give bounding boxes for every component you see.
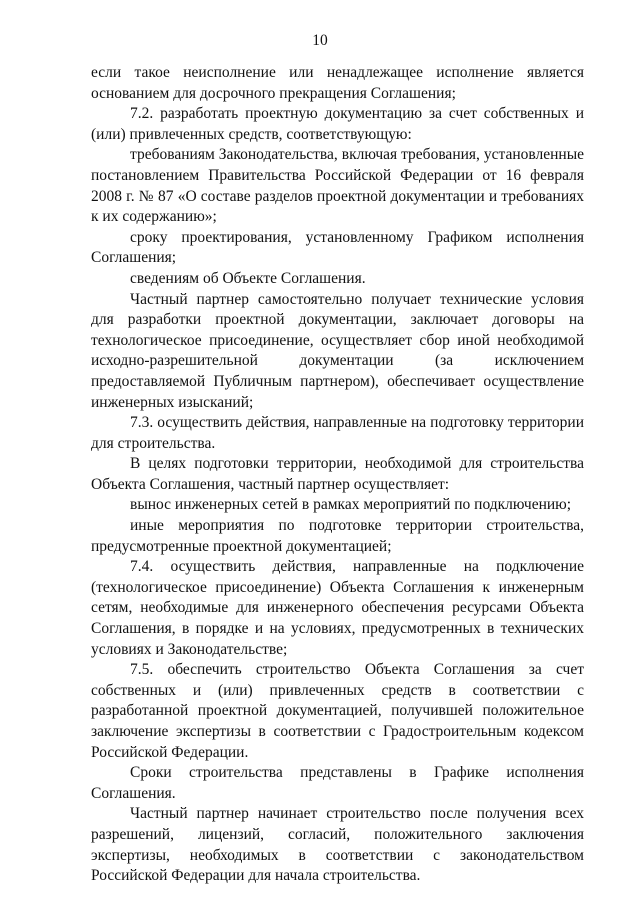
paragraph-design-term: сроку проектирования, установленному Графиком исполнения Соглашения; — [91, 228, 584, 267]
paragraph-territory-preparation: В целях подготовки территории, необходимой для строительства Объекта Соглашения, частный партнер осуществляет: — [91, 455, 584, 493]
paragraph-technical-conditions: Частный партнер самостоятельно получает технические условия для разработки проектной документации, заключает договоры на технологическое присоединение, осуществляет сбор иной необходимой исходно-разрешительной документации (за исключением предоставляемой Публичным партнером), обеспечивает осуществление инженерных изысканий; — [91, 290, 584, 411]
paragraph-7-2: 7.2. разработать проектную документацию за счет собственных и (или) привлеченных средств, соответствующую: — [91, 105, 584, 143]
page-number: 10 — [312, 32, 328, 49]
paragraph-other-measures: иные мероприятия по подготовке территории строительства, предусмотренные проектной документацией; — [91, 517, 584, 555]
paragraph-object-info: сведениям об Объекте Соглашения. — [130, 269, 366, 287]
paragraph-7-4: 7.4. осуществить действия, направленные на подключение (технологическое присоединение) Объекта Соглашения к инженерным сетям, необходимые для инженерного обеспечения ресурсами Объекта Соглашения, в порядке и на условиях, предусмотренных в технических условиях и Законодательстве; — [91, 558, 584, 658]
document-body — [91, 63, 584, 887]
paragraph-legislation-requirements: требованиям Законодательства, включая требования, установленные постановлением Правительства Российской Федерации от 16 февраля 2008 г. № 87 «О составе разделов проектной документации и требованиях к их содержанию»; — [91, 146, 584, 226]
paragraph-continuation: если такое неисполнение или ненадлежащее исполнение является основанием для досрочного прекращения Соглашения; — [91, 64, 584, 102]
paragraph-construction-start: Частный партнер начинает строительство после получения всех разрешений, лицензий, согласий, положительного заключения экспертизы, необходимых в соответствии с законодательством Российской Федерации для начала строительства. — [91, 805, 584, 885]
paragraph-network-relocation: вынос инженерных сетей в рамках мероприятий по подключению; — [130, 496, 572, 514]
paragraph-7-5: 7.5. обеспечить строительство Объекта Соглашения за счет собственных и (или) привлеченных средств в соответствии с разработанной проектной документацией, получившей положительное заключение экспертизы в соответствии с Градостроительным кодексом Российской Федерации. — [91, 661, 584, 761]
paragraph-construction-terms: Сроки строительства представлены в Графике исполнения Соглашения. — [91, 764, 584, 802]
paragraph-7-3: 7.3. осуществить действия, направленные на подготовку территории для строительства. — [91, 414, 584, 452]
